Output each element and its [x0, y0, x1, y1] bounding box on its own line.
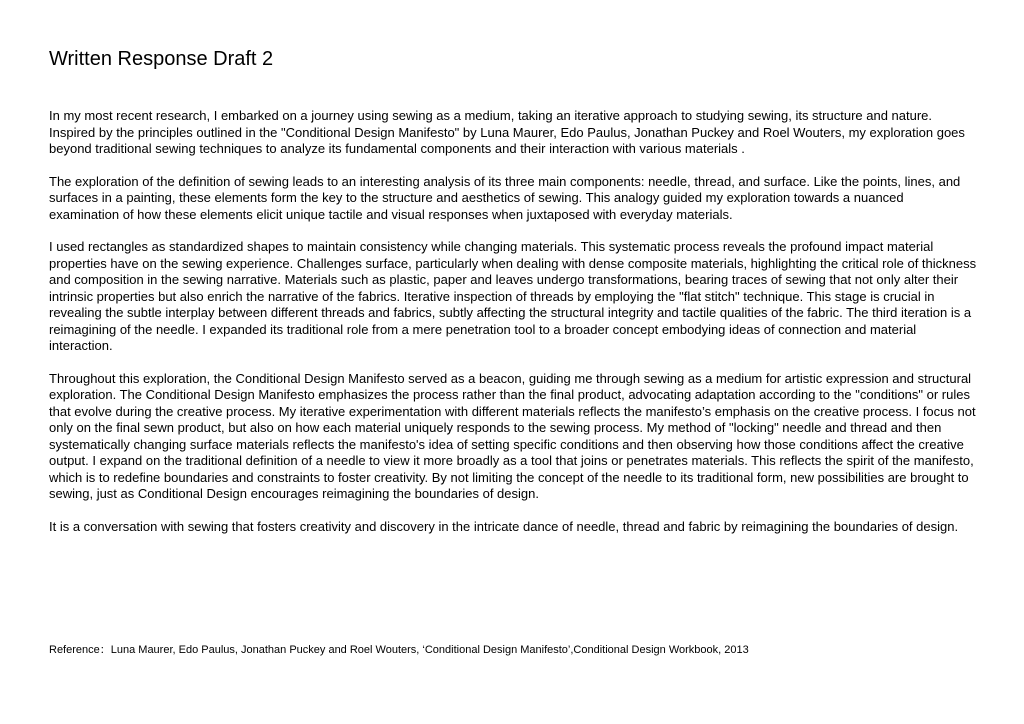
paragraph-intro: In my most recent research, I embarked on a journey using sewing as a medium, taking an iterative approach to studying sewing, its structure and nature. Inspired by the principles outlined in the "Conditional Design Manifesto" by Luna Maurer, Edo Paulus, Jonathan Puckey and Roel Wouters, my exploration goes beyond traditional sewing techniques to analyze its fundamental components and their interaction with various materials .	[49, 108, 965, 156]
document-title: Written Response Draft 2	[49, 48, 274, 70]
paragraph-manifesto: Throughout this exploration, the Conditional Design Manifesto served as a beacon, guiding me through sewing as a medium for artistic expression and structural exploration. The Conditional Design Manifesto emphasizes the process rather than the final product, advocating adaptation according to the "conditions" or rules that evolve during the creative process. My iterative experimentation with different materials reflects the manifesto’s emphasis on the creative process. I focus not only on the final sewn product, but also on how each material uniquely responds to the sewing process. My method of "locking" needle and thread and then systematically changing surface materials reflects the manifesto's idea of setting specific conditions and then observing how those conditions affect the creative output. I expand on the traditional definition of a needle to view it more broadly as a tool that joins or penetrates materials. This reflects the spirit of the manifesto, which is to redefine boundaries and constraints to foster creativity. By not limiting the concept of the needle to its traditional form, new possibilities are brought to sewing, just as Conditional Design encourages reimagining the boundaries of design.	[49, 370, 976, 501]
reference-citation: Reference：Luna Maurer, Edo Paulus, Jonathan Puckey and Roel Wouters, ‘Conditional Design Manifesto’,Conditional Design Workbook, 2013	[49, 644, 749, 656]
paragraph-materials: I used rectangles as standardized shapes to maintain consistency while changing materials. This systematic process reveals the profound impact material properties have on the sewing experience. Challenges surface, particularly when dealing with dense composite materials, highlighting the critical role of thickness and composition in the sewing narrative. Materials such as plastic, paper and leaves undergo transformations, bearing traces of sewing that not only alter their intrinsic properties but also enrich the narrative of the fabrics. Iterative inspection of threads by employing the "flat stitch" technique. This stage is crucial in revealing the subtle interplay between different threads and fabrics, subtly affecting the structural integrity and tactile qualities of the fabric. The third iteration is a reimagining of the needle. I expanded its traditional role from a mere penetration tool to a broader concept embodying ideas of connection and material interaction.	[49, 239, 977, 353]
document-body	[49, 108, 977, 551]
paragraph-conclusion: It is a conversation with sewing that fosters creativity and discovery in the intricate dance of needle, thread and fabric by reimagining the boundaries of design.	[49, 518, 959, 534]
paragraph-components: The exploration of the definition of sewing leads to an interesting analysis of its three main components: needle, thread, and surface. Like the points, lines, and surfaces in a painting, these elements form the key to the structure and aesthetics of sewing. This analogy guided my exploration towards a nuanced examination of how these elements elicit unique tactile and visual responses when juxtaposed with everyday materials.	[49, 173, 961, 222]
document-page	[49, 0, 979, 724]
